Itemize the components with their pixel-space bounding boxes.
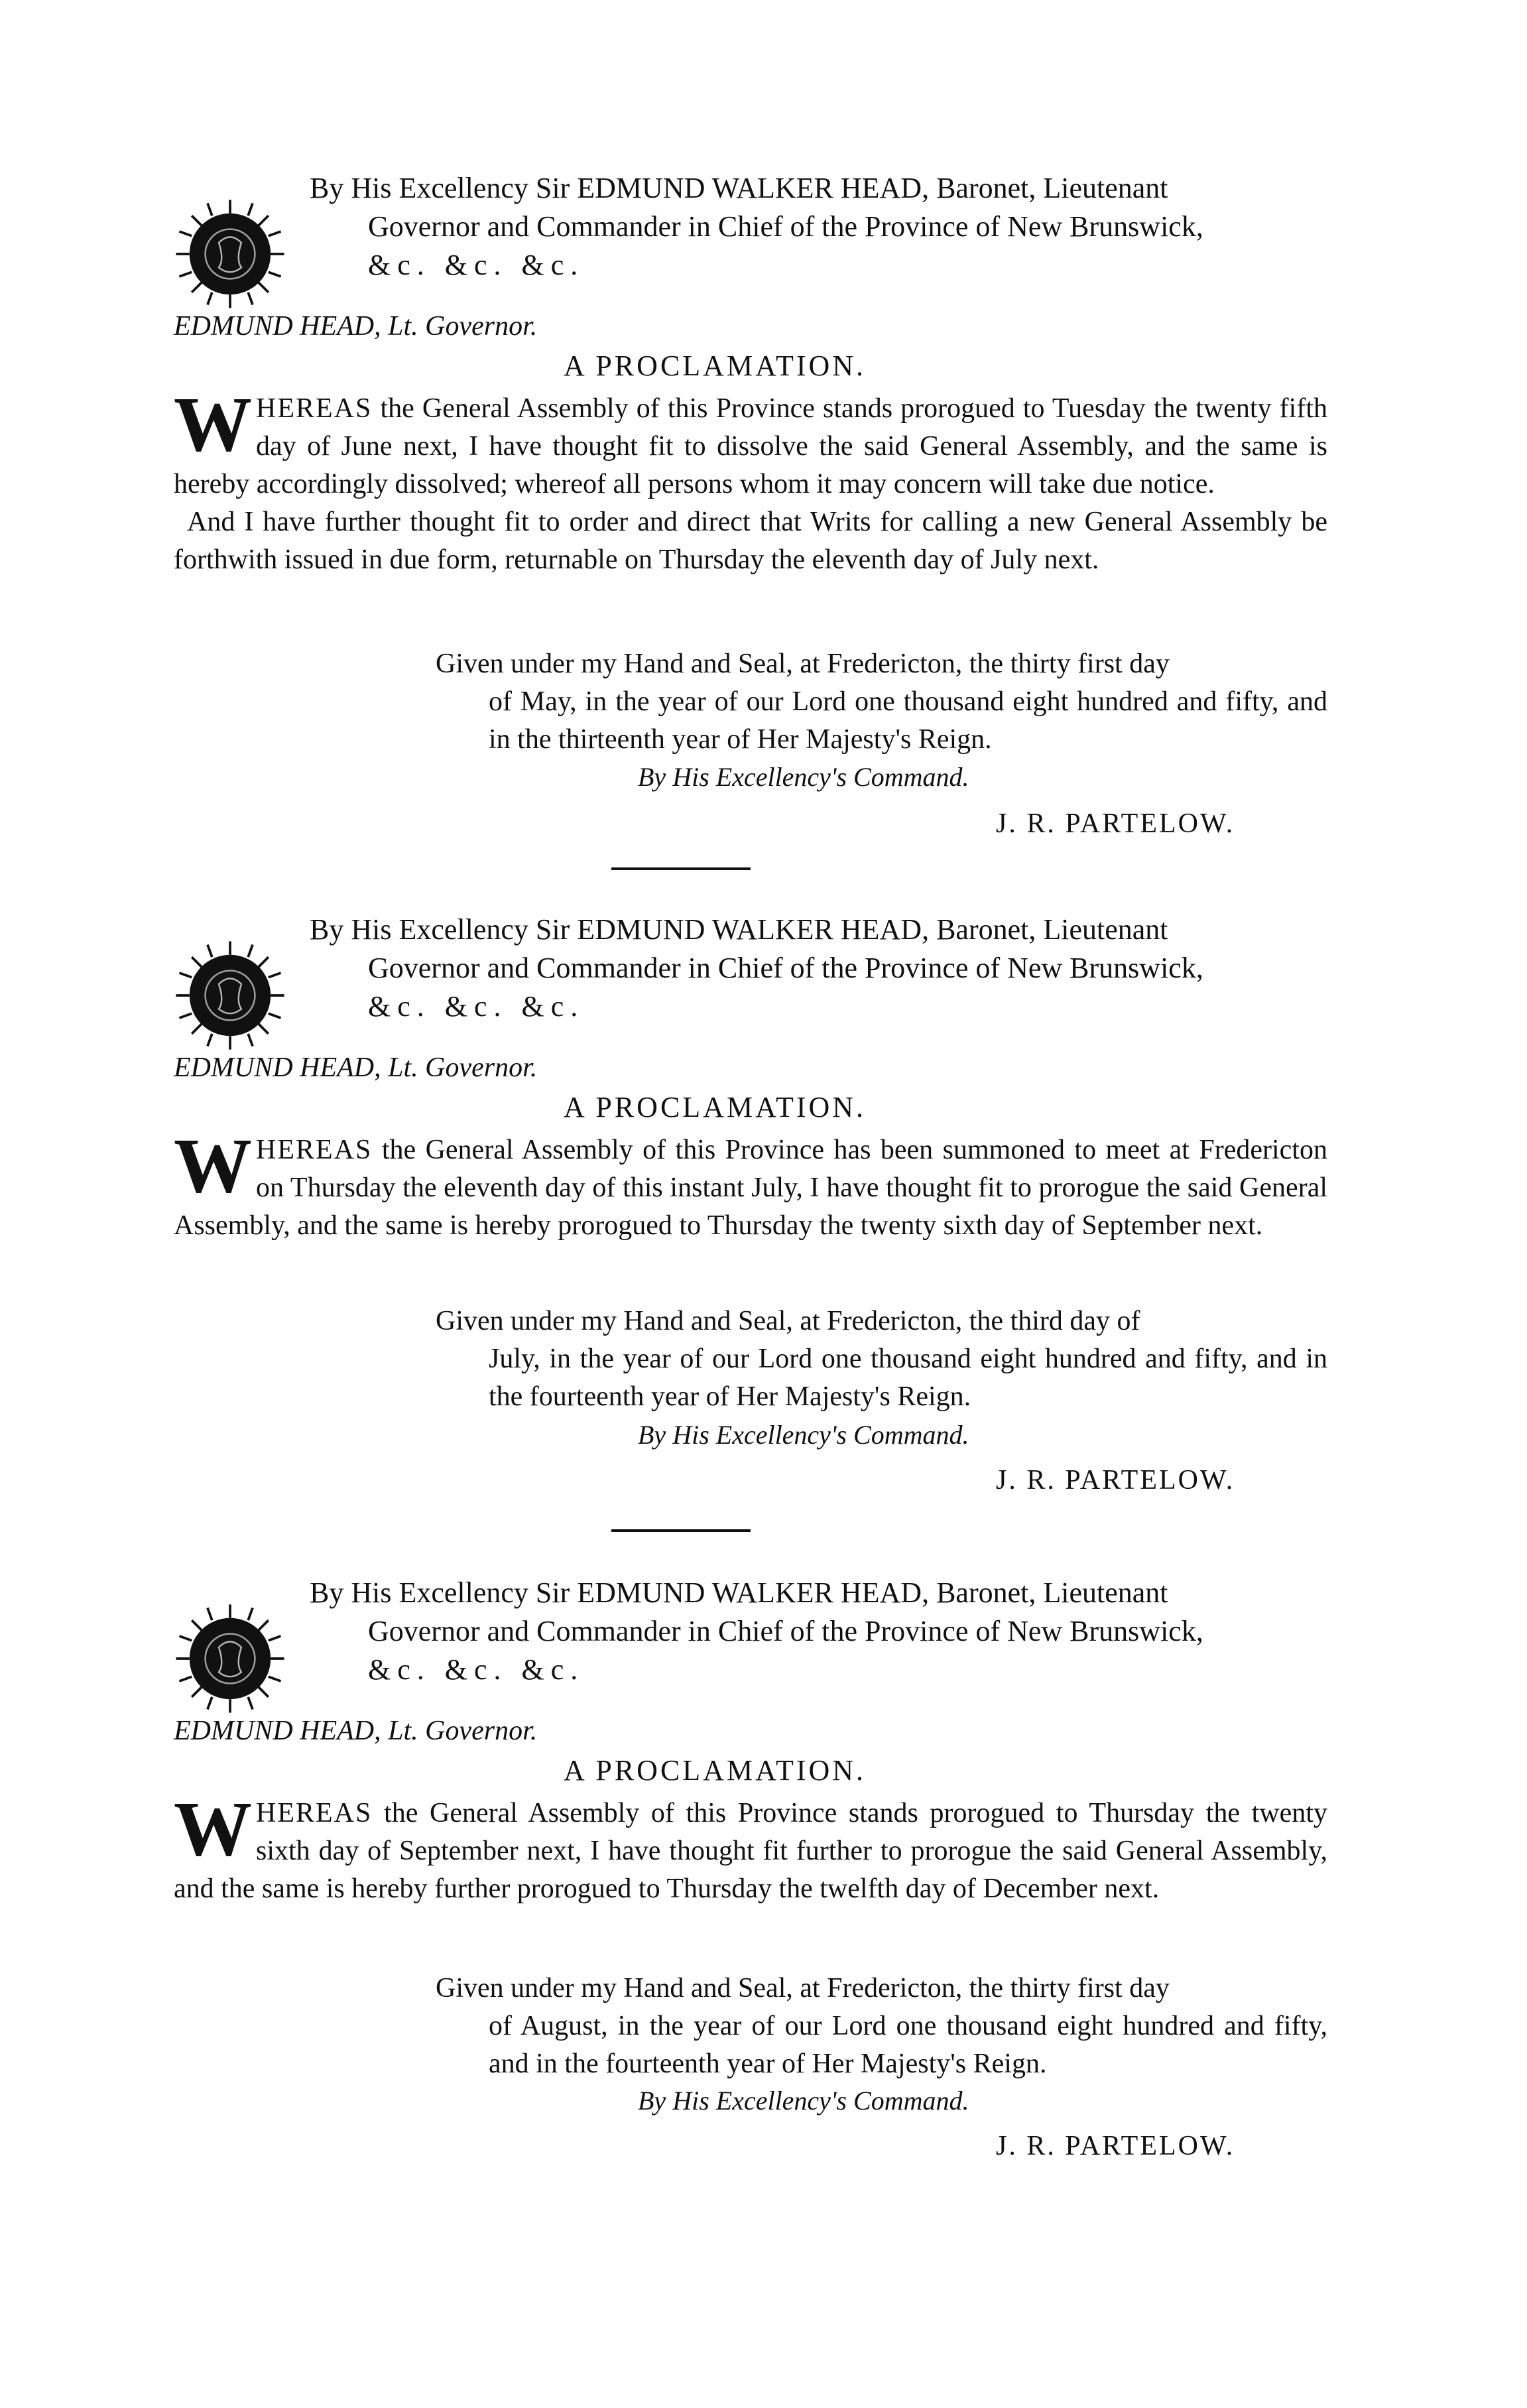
command-line: By His Excellency's Command. [638, 762, 969, 792]
proclamation-1 [174, 171, 1327, 839]
signature: J. R. PARTELOW. [996, 808, 1235, 839]
first-word: HEREAS [256, 1798, 373, 1828]
given-line-first: Given under my Hand and Seal, at Fredericton, the thirty first day [436, 1973, 1170, 2003]
header-line-2: Governor and Commander in Chief of the Province of New Brunswick, [368, 210, 1203, 243]
proclamation-body [174, 381, 1327, 579]
section-divider [611, 867, 751, 870]
given-line-rest: of May, in the year of our Lord one thousand eight hundred and fifty, and in the thirteenth year of Her Majesty's Reign. [489, 686, 1327, 755]
given-under-seal [436, 1970, 1327, 2083]
proclamation-title: A PROCLAMATION. [564, 349, 867, 382]
governor-name: EDMUND HEAD, Lt. Governor. [174, 1716, 538, 1746]
first-word: HEREAS [256, 1135, 373, 1165]
header-line-1: By His Excellency Sir EDMUND WALKER HEAD, Baronet, Lieutenant [310, 913, 1168, 946]
header-line-2: Governor and Commander in Chief of the Province of New Brunswick, [368, 1615, 1203, 1647]
proclamation-title: A PROCLAMATION. [564, 1754, 867, 1787]
given-line-rest: of August, in the year of our Lord one thousand eight hundred and fifty, and in the fourteenth year of Her Majesty's Reign. [489, 2011, 1327, 2079]
drop-cap: W [174, 381, 252, 468]
drop-cap: W [174, 1785, 252, 1872]
proclamation-2 [174, 913, 1327, 1495]
first-word: HEREAS [256, 393, 373, 424]
given-line-first: Given under my Hand and Seal, at Fredericton, the thirty first day [436, 649, 1170, 679]
royal-seal-icon [174, 1602, 286, 1715]
given-under-seal [436, 645, 1327, 759]
proclamation-body [174, 1785, 1327, 1908]
royal-seal-icon [174, 198, 286, 310]
paragraph-text: the General Assembly of this Province has been summoned to meet at Fredericton on Thursday the eleventh day of this instant July, I have thought fit to prorogue the said General Assembly, and the same is hereby prorogued to Thursday the twenty sixth day of September next. [174, 1135, 1327, 1241]
proclamation-title: A PROCLAMATION. [564, 1091, 867, 1123]
header-line-3: &c. &c. &c. [368, 1653, 585, 1686]
proclamation-header [174, 1576, 1327, 1708]
paragraph-text: the General Assembly of this Province stands prorogued to Tuesday the twenty fifth day of June next, I have thought fit to dissolve the said General Assembly, and the same is hereby accordingly dissolved; whereof all persons whom it may concern will take due notice. [174, 393, 1327, 499]
body-paragraph-1 [174, 1785, 1327, 1908]
drop-cap: W [174, 1122, 252, 1209]
signature: J. R. PARTELOW. [996, 2131, 1235, 2161]
body-paragraph-1 [174, 381, 1327, 503]
proclamation-header [174, 913, 1327, 1045]
signature: J. R. PARTELOW. [996, 1465, 1235, 1495]
header-line-2: Governor and Commander in Chief of the Province of New Brunswick, [368, 952, 1203, 984]
proclamation-header [174, 171, 1327, 304]
body-paragraph-1 [174, 1122, 1327, 1245]
body-paragraph-2: And I have further thought fit to order and direct that Writs for calling a new General Assembly be forthwith issued in due form, returnable on Thursday the eleventh day of July next. [174, 507, 1327, 575]
given-line-first: Given under my Hand and Seal, at Fredericton, the third day of [436, 1306, 1140, 1336]
header-line-1: By His Excellency Sir EDMUND WALKER HEAD, Baronet, Lieutenant [310, 1576, 1168, 1609]
governor-name: EDMUND HEAD, Lt. Governor. [174, 1052, 538, 1083]
section-divider [611, 1529, 751, 1532]
proclamation-body [174, 1122, 1327, 1245]
command-line: By His Excellency's Command. [638, 2086, 969, 2116]
header-line-1: By His Excellency Sir EDMUND WALKER HEAD, Baronet, Lieutenant [310, 172, 1168, 204]
given-under-seal [436, 1302, 1327, 1416]
header-line-3: &c. &c. &c. [368, 990, 585, 1023]
command-line: By His Excellency's Command. [638, 1420, 969, 1450]
header-line-3: &c. &c. &c. [368, 249, 585, 281]
governor-name: EDMUND HEAD, Lt. Governor. [174, 311, 538, 342]
royal-seal-icon [174, 939, 286, 1052]
given-line-rest: July, in the year of our Lord one thousand eight hundred and fifty, and in the fourteenth year of Her Majesty's Reign. [489, 1344, 1327, 1412]
paragraph-text: the General Assembly of this Province stands prorogued to Thursday the twenty sixth day of September next, I have thought fit further to prorogue the said General Assembly, and the same is hereby further prorogued to Thursday the twelfth day of December next. [174, 1798, 1327, 1904]
proclamation-3 [174, 1576, 1327, 2161]
